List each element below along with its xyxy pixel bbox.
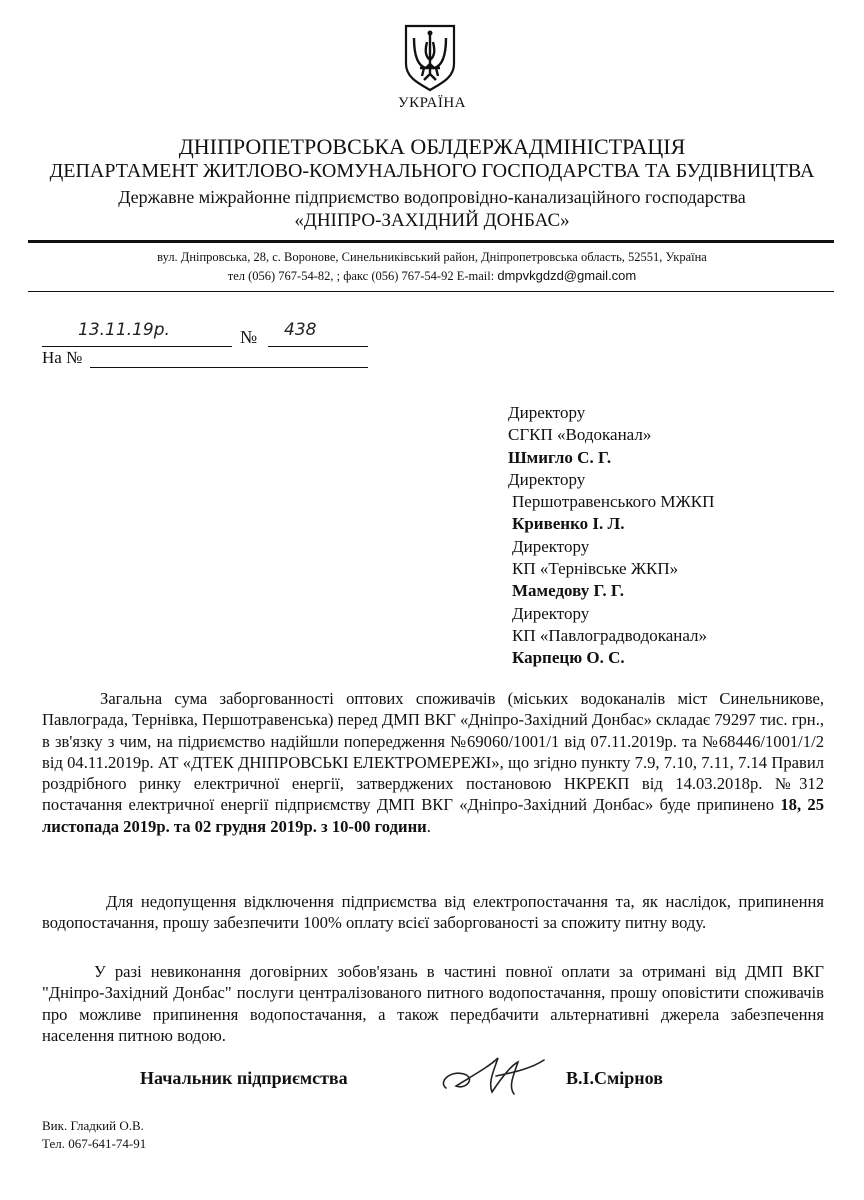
paragraph-1-end: . [426,816,431,836]
number-field [268,320,368,347]
enterprise-type: Державне міжрайонне підприємство водопровідно-канализаційного господарства [118,187,746,207]
number-handwritten: 438 [284,320,317,340]
executor: Вик. Гладкий О.В. [42,1118,144,1133]
reply-field [90,349,368,368]
signer-title: Начальник підприємства [140,1068,348,1088]
enterprise-name: «ДНІПРО-ЗАХІДНИЙ ДОНБАС» [294,210,570,231]
recipient-position: Директору [508,469,586,489]
recipient-name: Кривенко І. Л. [512,514,625,534]
letter-paragraph-2 [42,891,824,934]
enterprise-contacts [0,268,864,284]
recipient-org: КП «Павлоградводоканал» [512,625,708,645]
recipient-name: Карпецю О. С. [512,648,625,668]
country-name: УКРАЇНА [397,95,467,111]
executor-phone: Тел. 067-641-74-91 [42,1136,147,1151]
recipient-name: Мамедову Г. Г. [512,581,625,601]
recipient-org: СГКП «Водоканал» [508,425,652,445]
paragraph-2-text: Для недопущення відключення підприємства від електропостачання та, як наслідок, припинення водопостачання, прошу забезпечити 100% оплату всієї заборгованості за спожиту питну воду. [42,892,824,933]
handwritten-signature [436,1036,556,1106]
recipients-block [508,402,714,670]
letter-paragraph-3 [42,961,824,1046]
paragraph-1-text: Загальна сума заборгованності оптових споживачів (міських водоканалів міст Синельникове, Павлограда, Тернівка, Першотравенська) перед ДМП ВКГ «Дніпро-Західний Донбас» складає 79297 тис. грн., в зв'язку з чим, на підриємство надійшли попередження №69060/1001/1 від 07.11.2019р. та №68446/1001/1/2 від 04.11.2019р. АТ «ДТЕК ДНІПРОВСЬКІ ЕЛЕКТРОМЕРЕЖІ», що згідно пункту 7.9, 7.10, 7.11, 7.14 Правил роздрібного ринку електричної енергії, затверджених постановою НКРЕКП від 14.03.2018р. №312 постачання електричної енергії підприємству ДМП ВКГ «Дніпро-Західний Донбас» буде припинено [42,689,824,815]
contacts-divider [28,291,834,292]
recipient-position: Директору [512,536,590,556]
recipient-org: КП «Тернівське ЖКП» [512,559,679,579]
trident-coat-of-arms-icon [400,22,460,92]
date-field [42,320,232,347]
paragraph-3-text: У разі невиконання договірних зобов'язань в частині повної оплати за отримані від ДМП ВКГ "Дніпро-Західний Донбас" послуги централізованого питного водопостачання, прошу оповістити споживачів про можливе припинення водопостачання, а також передбачити альтернативні джерела забезпечення населення питною водою. [42,962,824,1045]
email-address: dmpvkgdzd@gmail.com [497,268,637,283]
phone-fax: тел (056) 767-54-82, ; факс (056) 767-54-92 E-mail: [227,269,495,283]
recipient-position: Директору [512,603,590,623]
recipient-org: Першотравенського МЖКП [512,492,715,512]
letter-paragraph-1 [42,688,824,837]
department-title: ДЕПАРТАМЕНТ ЖИТЛОВО-КОМУНАЛЬНОГО ГОСПОДАРСТВА ТА БУДІВНИЦТВА [49,160,815,182]
enterprise-address: вул. Дніпровська, 28, с. Воронове, Синельниківський район, Дніпропетровська область, 52551, Україна [157,250,707,264]
outage-dates: 18, 25 листопада 2019р. та 02 грудня 2019р. з 10-00 години [42,795,825,836]
header-divider [28,240,834,243]
signer-name: В.І.Смірнов [566,1068,663,1088]
administration-title: ДНІПРОПЕТРОВСЬКА ОБЛДЕРЖАДМІНІСТРАЦІЯ [178,134,686,159]
number-label: № [240,327,258,347]
date-handwritten: 13.11.19р. [78,320,170,340]
recipient-position: Директору [508,403,586,422]
reply-label: На № [42,348,83,367]
recipient-name: Шмигло С. Г. [508,447,612,467]
